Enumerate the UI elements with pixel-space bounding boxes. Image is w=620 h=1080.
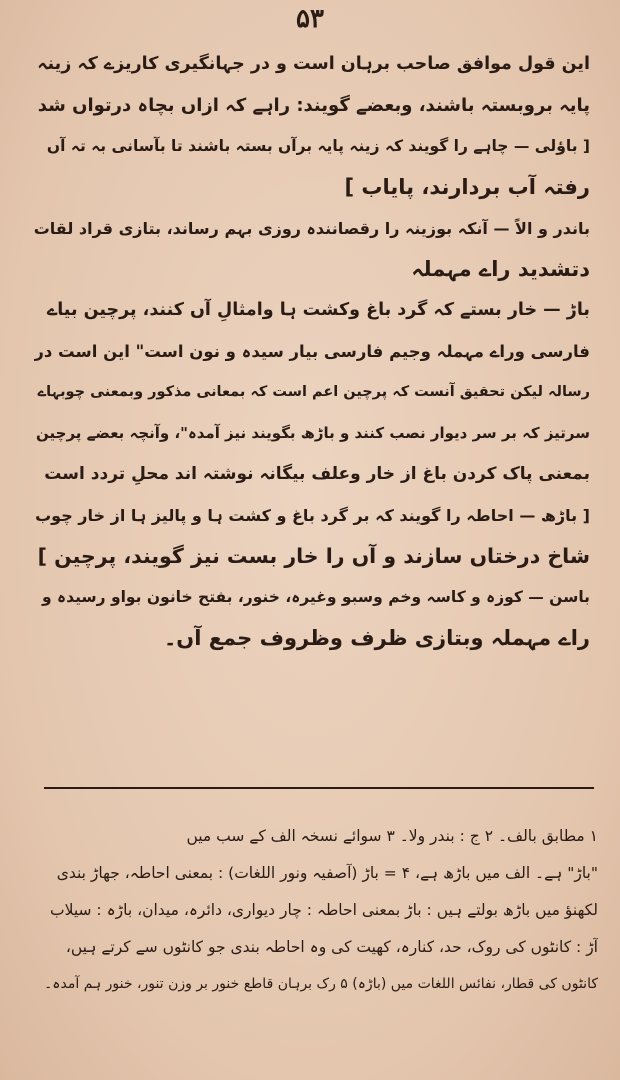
main-text-line: راے مہملہ وبتازی ظرف وظروف جمع آں۔ bbox=[163, 626, 590, 650]
main-text-line: این قول موافق صاحب برہان است و در جہانگیری کاریزے کہ زینہ bbox=[37, 54, 590, 74]
footnotes-block bbox=[30, 818, 598, 1003]
footnote-line: ۱ مطابق بالف۔ ۲ ج : بندر ولا۔ ۳ سوائے نسخہ الف کے سب میں bbox=[186, 827, 598, 845]
footnote-divider bbox=[44, 787, 594, 789]
main-text-line: دتشدید راے مہملہ bbox=[411, 257, 590, 281]
main-text-block bbox=[34, 44, 590, 659]
main-text-line: سرتیز کہ بر سر دیوار نصب کنند و باڑھ بگویند نیز آمدہ"، وآنچہ بعضے پرچین bbox=[36, 424, 590, 442]
footnote-line: کانٹوں کی قطار، نفائس اللغات میں (باڑہ) ۵ رک برہان قاطع خنور بر وزن تنور، خنور ہم آمدہ۔ bbox=[44, 976, 598, 992]
footnote-line: لکھنؤ میں باڑھ بولتے ہیں : باڑ بمعنی احاطہ : چار دیواری، دائرہ، میدان، باڑہ : سیلاب bbox=[49, 901, 598, 919]
main-text-line: رفتہ آب بردارند، پایاب ] bbox=[344, 175, 590, 199]
main-text-line: بمعنی پاک کردن باغ از خار وعلف بیگانہ نوشتہ اند محلِ تردد است bbox=[44, 464, 590, 484]
main-text-line: باسن — کوزہ و کاسہ وخم وسبو وغیرہ، خنور، بفتح خانون بواو رسیدہ و bbox=[42, 588, 590, 606]
main-text-line: باڑ — خار بستے کہ گرد باغ وکشت ہا وامثالِ آں کنند، پرچین بیاے bbox=[46, 300, 590, 320]
footnote-line: آڑ : کانٹوں کی روک، حد، کنارہ، کھیت کی وہ احاطہ بندی جو کانٹوں سے کرتے ہیں، bbox=[65, 938, 598, 956]
footnote-line: "باڑ" ہے۔ الف میں باڑھ ہے، ۴ = باڑ (آصفیہ ونور اللغات) : بمعنی احاطہ، جھاڑ بندی bbox=[56, 864, 598, 882]
main-text-line: باندر و الاً — آنکہ بوزینہ را رقصانندہ روزی بہم رساند، بتازی قراد لقات bbox=[34, 219, 590, 238]
main-text-line: شاخ درختاں سازند و آں را خار بست نیز گویند، پرچین ] bbox=[37, 544, 590, 568]
main-text-line: فارسی وراے مہملہ وجیم فارسی بیار سیدہ و نون است" این است در bbox=[34, 342, 590, 361]
main-text-line: [ باؤلی — چاہے را گویند کہ زینہ پایہ برآں بستہ باشند تا بآسانی بہ تہ آں bbox=[46, 137, 590, 155]
main-text-line: رسالہ لیکن تحقیق آنست کہ پرچین اعم است کہ بمعانی مذکور وبمعنی چوبہاے bbox=[37, 384, 590, 400]
page-number: ۵۳ bbox=[296, 4, 324, 34]
main-text-line: پایہ بروبستہ باشند، وبعضے گویند: راہے کہ ازاں بچاہ درتواں شد bbox=[37, 95, 590, 116]
main-text-line: [ باڑھ — احاطہ را گویند کہ بر گرد باغ و کشت ہا و پالیز ہا از خار چوب bbox=[35, 506, 590, 525]
